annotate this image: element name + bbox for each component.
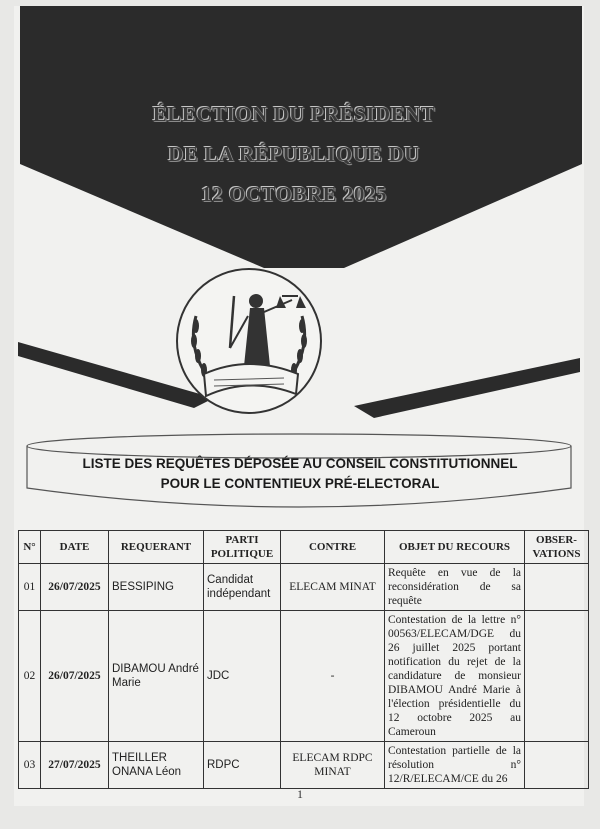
row-parti: Candidat indépendant bbox=[204, 564, 281, 611]
row-requerant: BESSIPING bbox=[109, 564, 204, 611]
row-date: 26/07/2025 bbox=[41, 564, 109, 611]
table-header-row bbox=[19, 531, 589, 564]
row-date: 27/07/2025 bbox=[41, 742, 109, 789]
requests-table bbox=[18, 530, 589, 789]
row-date: 26/07/2025 bbox=[41, 611, 109, 742]
header-parti: PARTI POLITIQUE bbox=[204, 531, 281, 564]
row-observations bbox=[525, 742, 589, 789]
row-contre: ELECAM RDPC MINAT bbox=[281, 742, 385, 789]
right-ribbon bbox=[354, 358, 580, 418]
table-row bbox=[19, 742, 589, 789]
row-observations bbox=[525, 564, 589, 611]
header-num: N° bbox=[19, 531, 41, 564]
row-contre: - bbox=[281, 611, 385, 742]
election-title bbox=[74, 94, 514, 214]
title-line-2: DE LA RÉPUBLIQUE DU bbox=[168, 142, 420, 166]
list-title bbox=[40, 454, 560, 494]
row-parti: JDC bbox=[204, 611, 281, 742]
header-date: DATE bbox=[41, 531, 109, 564]
header-requerant: REQUERANT bbox=[109, 531, 204, 564]
row-num: 02 bbox=[19, 611, 41, 742]
row-requerant: DIBAMOU André Marie bbox=[109, 611, 204, 742]
page-number: 1 bbox=[297, 787, 303, 801]
table-row bbox=[19, 611, 589, 742]
row-observations bbox=[525, 611, 589, 742]
table-row bbox=[19, 564, 589, 611]
row-objet: Contestation partielle de la résolution n° 12/R/ELECAM/CE du 26 bbox=[385, 742, 525, 789]
title-line-1: ÉLECTION DU PRÉSIDENT bbox=[152, 102, 436, 126]
row-objet: Contestation de la lettre n° 00563/ELECAM/DGE du 26 juillet 2025 portant notification du rejet de la candidature de monsieur DIBAMOU André Marie à l'élection présidentielle du 12 octobre 2025 au Cameroun bbox=[385, 611, 525, 742]
scales-of-justice-emblem-icon bbox=[174, 256, 324, 431]
header-objet: OBJET DU RECOURS bbox=[385, 531, 525, 564]
row-num: 01 bbox=[19, 564, 41, 611]
list-title-line-1: LISTE DES REQUÊTES DÉPOSÉE AU CONSEIL CONSTITUTIONNEL bbox=[82, 456, 518, 471]
header-contre: CONTRE bbox=[281, 531, 385, 564]
row-contre: ELECAM MINAT bbox=[281, 564, 385, 611]
row-requerant: THEILLER ONANA Léon bbox=[109, 742, 204, 789]
row-parti: RDPC bbox=[204, 742, 281, 789]
header-observations: OBSER-VATIONS bbox=[525, 531, 589, 564]
row-objet: Requête en vue de la reconsidération de sa requête bbox=[385, 564, 525, 611]
row-num: 03 bbox=[19, 742, 41, 789]
title-line-3: 12 OCTOBRE 2025 bbox=[201, 182, 387, 206]
list-title-line-2: POUR LE CONTENTIEUX PRÉ-ELECTORAL bbox=[160, 476, 440, 491]
